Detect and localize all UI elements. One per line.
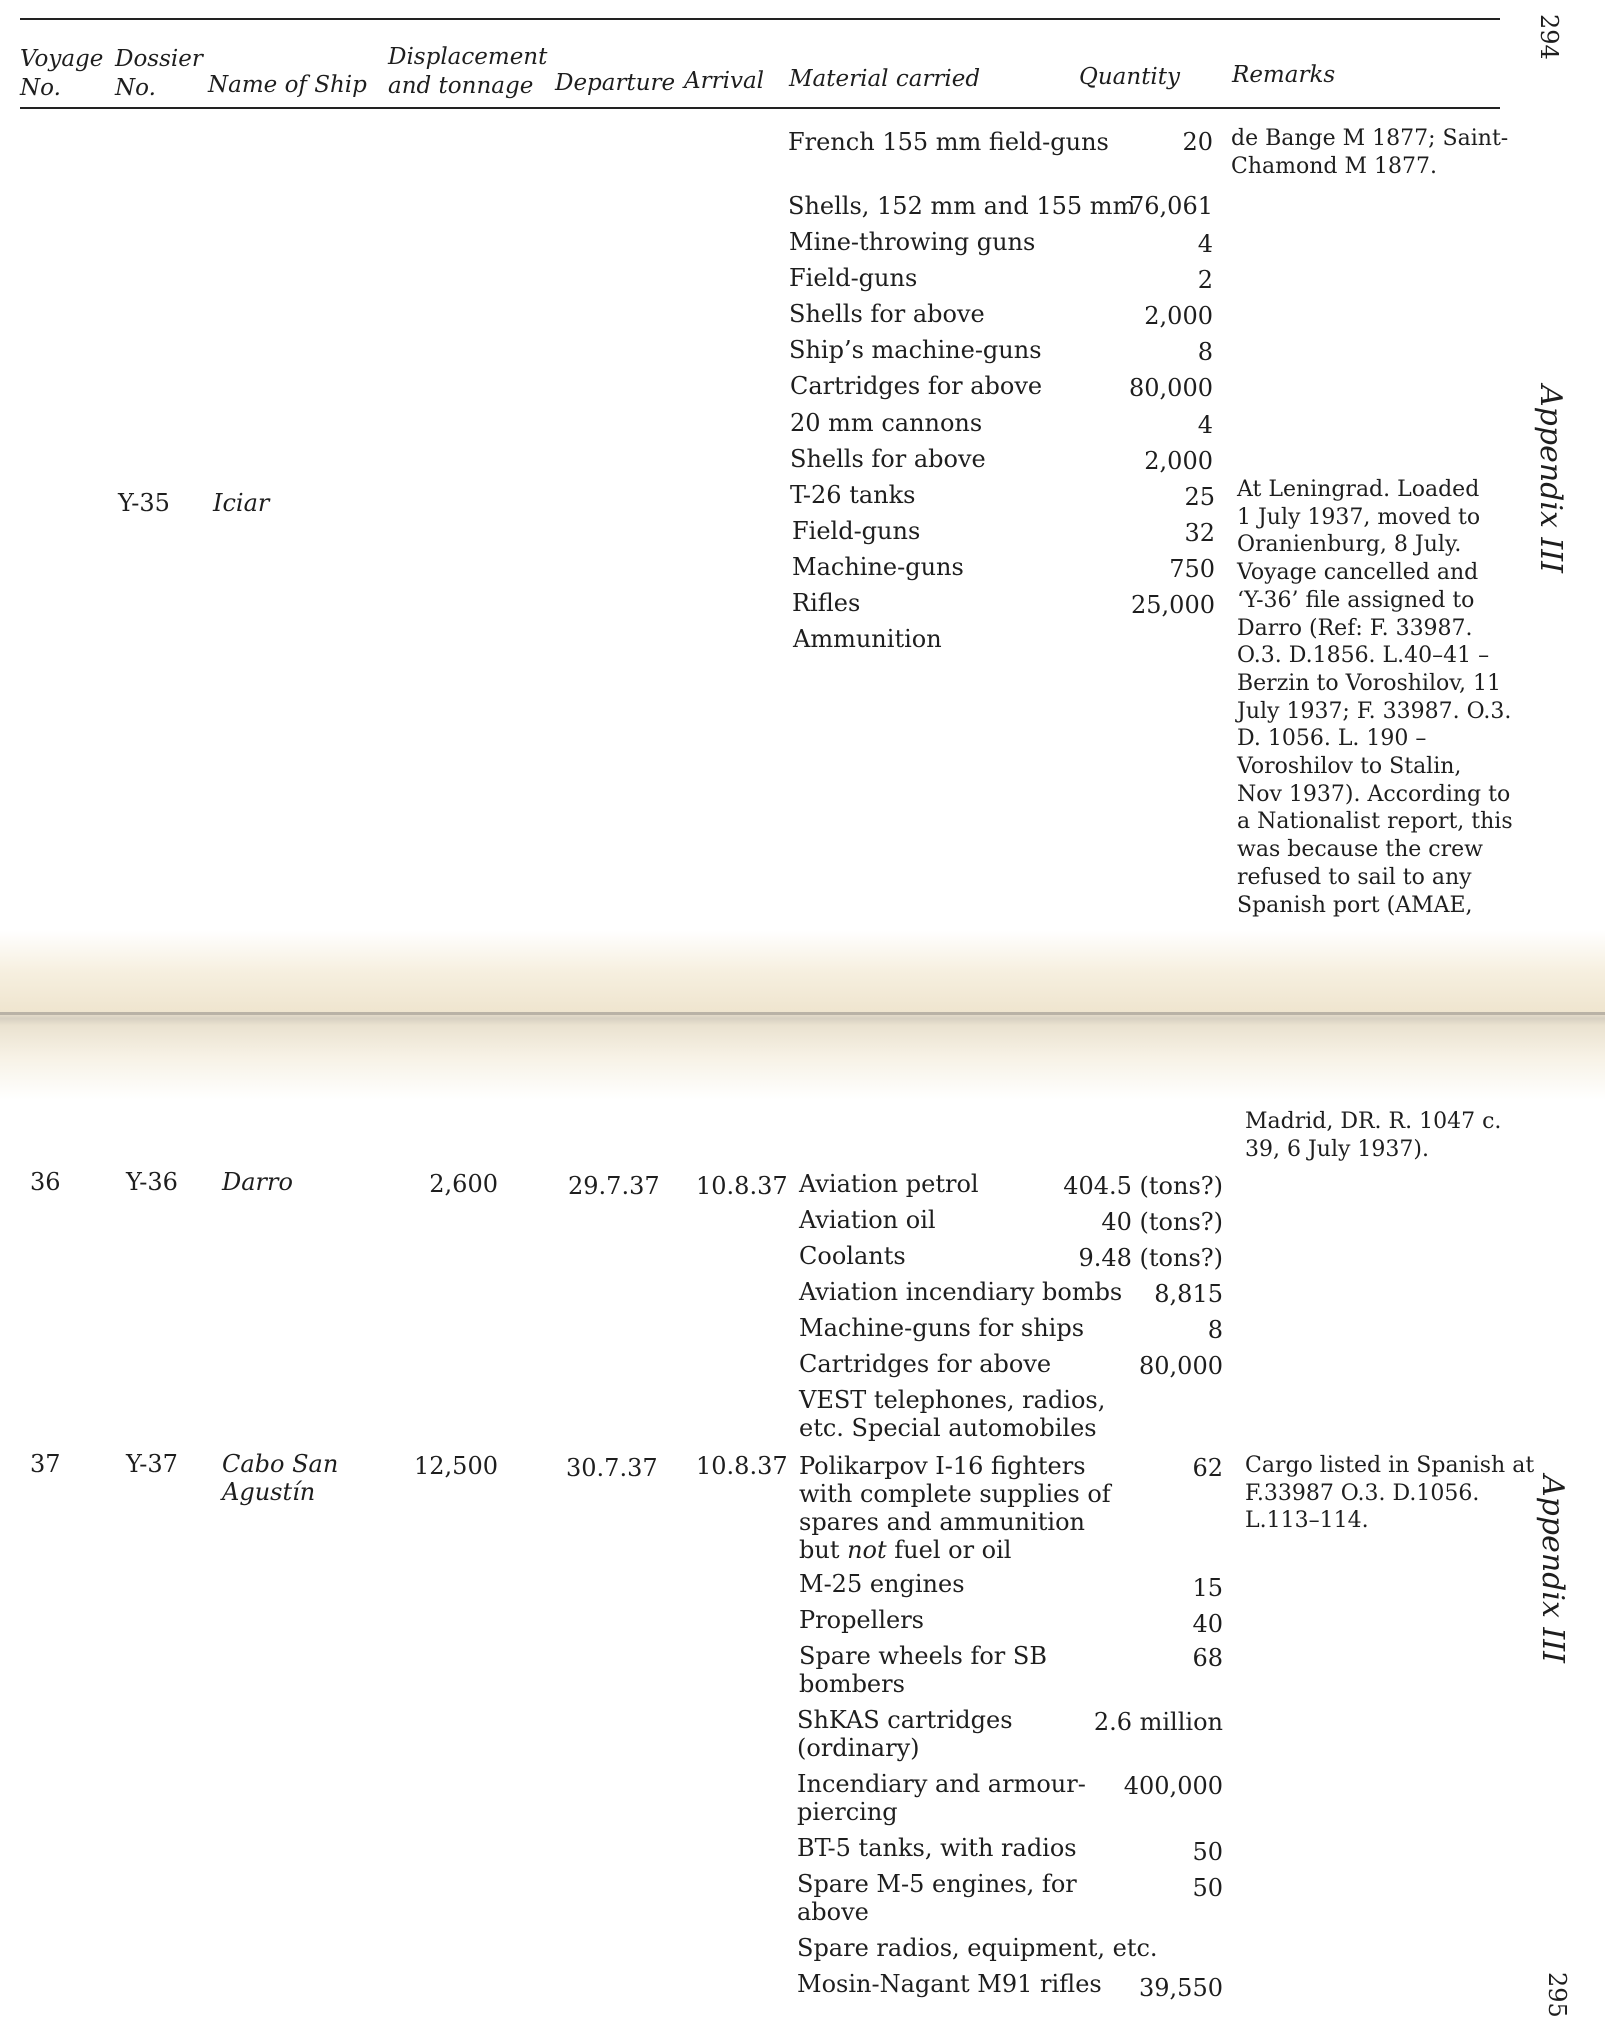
material-cell: VEST telephones, radios, etc. Special automobiles <box>799 1386 1106 1442</box>
material-cell: Cartridges for above <box>799 1350 1052 1378</box>
header-rule <box>20 107 1500 109</box>
quantity-cell: 40 <box>1192 1610 1223 1638</box>
quantity-cell: 50 <box>1192 1838 1223 1866</box>
dossier-cell: Y-37 <box>126 1450 178 1478</box>
material-cell: Mosin-Nagant M91 rifles <box>797 1970 1102 1998</box>
material-cell: Shells for above <box>789 300 985 328</box>
quantity-cell: 4 <box>1197 411 1213 439</box>
material-cell: Aviation petrol <box>799 1170 979 1198</box>
material-cell: Coolants <box>799 1242 906 1270</box>
material-cell: M-25 engines <box>799 1570 965 1598</box>
material-cell: Aviation incendiary bombs <box>799 1278 1123 1306</box>
top-rule <box>20 18 1500 20</box>
header-voyage-no: Voyage No. <box>20 46 104 101</box>
header-arrival: Arrival <box>684 68 765 94</box>
running-head-bottom: Appendix III <box>1535 1475 1570 1663</box>
material-cell: 20 mm cannons <box>790 409 983 437</box>
tonnage-cell: 12,500 <box>414 1452 498 1480</box>
quantity-cell: 20 <box>1182 128 1213 156</box>
material-cell: Machine-guns <box>792 553 964 581</box>
material-cell: ShKAS cartridges (ordinary) <box>797 1706 1013 1762</box>
material-cell: Machine-guns for ships <box>799 1314 1085 1342</box>
material-cell: Rifles <box>792 589 861 617</box>
material-cell: Spare M-5 engines, for above <box>797 1870 1077 1926</box>
quantity-cell: 39,550 <box>1139 1974 1223 2002</box>
material-cell: Shells, 152 mm and 155 mm <box>788 192 1136 220</box>
material-cell: Mine-throwing guns <box>789 228 1036 256</box>
material-cell: Incendiary and armour- piercing <box>797 1770 1086 1826</box>
remarks-cell: de Bange M 1877; Saint- Chamond M 1877. <box>1231 126 1509 179</box>
quantity-cell: 8 <box>1197 338 1213 366</box>
material-cell: Spare radios, equipment, etc. <box>797 1934 1158 1962</box>
header-displacement: Displacement and tonnage <box>388 44 548 99</box>
material-cell: Spare wheels for SB bombers <box>799 1642 1047 1698</box>
quantity-cell: 8 <box>1207 1316 1223 1344</box>
ship-name-cell: Cabo San Agustín <box>222 1450 339 1506</box>
quantity-cell: 15 <box>1192 1574 1223 1602</box>
material-cell: Field-guns <box>789 264 918 292</box>
page-number-top: 294 <box>1535 14 1563 60</box>
material-cell: Shells for above <box>790 445 986 473</box>
quantity-cell: 2,000 <box>1144 302 1213 330</box>
quantity-cell: 50 <box>1192 1874 1223 1902</box>
header-departure: Departure <box>555 70 676 96</box>
material-cell: French 155 mm field-guns <box>788 128 1109 156</box>
departure-cell: 30.7.37 <box>566 1454 658 1482</box>
page-number-bottom: 295 <box>1543 1972 1571 2018</box>
material-cell: Cartridges for above <box>790 372 1043 400</box>
quantity-cell: 400,000 <box>1123 1772 1223 1800</box>
quantity-cell: 40 (tons?) <box>1101 1208 1223 1236</box>
quantity-cell: 62 <box>1192 1454 1223 1482</box>
arrival-cell: 10.8.37 <box>696 1172 788 1200</box>
page-spine-shadow <box>0 930 1605 1100</box>
quantity-cell: 2.6 million <box>1093 1708 1223 1736</box>
quantity-cell: 80,000 <box>1129 374 1213 402</box>
material-cell: BT-5 tanks, with radios <box>797 1834 1077 1862</box>
header-name-of-ship: Name of Ship <box>208 72 367 98</box>
dossier-cell: Y-35 <box>118 489 170 517</box>
remarks-continued: Madrid, DR. R. 1047 c. 39, 6 July 1937). <box>1245 1109 1502 1162</box>
running-head-top: Appendix III <box>1533 385 1568 573</box>
header-dossier-no: Dossier No. <box>115 46 203 101</box>
voyage-cell: 37 <box>30 1450 61 1478</box>
ship-name-cell: Iciar <box>213 489 270 517</box>
quantity-cell: 2,000 <box>1144 447 1213 475</box>
quantity-cell: 4 <box>1197 230 1213 258</box>
dossier-cell: Y-36 <box>126 1168 178 1196</box>
remarks-cell-iciar: At Leningrad. Loaded 1 July 1937, moved to Oranienburg, 8 July. Voyage cancelled and ‘Y-36’ file assigned to Darro (Ref: F. 33987. O.3. D.1856. L.40–41 – Berzin to Voroshilov, 11 July 1937; F. 33987. O.3. D. 1056. L. 190 – Voroshilov to Stalin, Nov 1937). According to a Nationalist report, this was because the crew refused to sail to any Spanish port (AMAE, <box>1237 477 1513 918</box>
material-cell: Ammunition <box>793 625 942 653</box>
material-cell: Aviation oil <box>799 1206 936 1234</box>
material-cell: Propellers <box>799 1606 924 1634</box>
quantity-cell: 8,815 <box>1154 1280 1223 1308</box>
quantity-cell: 80,000 <box>1139 1352 1223 1380</box>
departure-cell: 29.7.37 <box>568 1172 660 1200</box>
tonnage-cell: 2,600 <box>429 1170 498 1198</box>
page-fold-line <box>0 1012 1605 1015</box>
quantity-cell: 32 <box>1184 519 1215 547</box>
quantity-cell: 68 <box>1192 1644 1223 1672</box>
material-cell: Polikarpov I-16 fighters with complete supplies of spares and ammunition but not fuel or oil <box>799 1452 1111 1564</box>
header-quantity: Quantity <box>1079 64 1181 90</box>
remarks-cell-cabo: Cargo listed in Spanish at F.33987 O.3. D.1056. L.113–114. <box>1245 1453 1535 1534</box>
quantity-cell: 750 <box>1169 555 1215 583</box>
header-remarks: Remarks <box>1232 62 1336 88</box>
voyage-cell: 36 <box>30 1168 61 1196</box>
quantity-cell: 25 <box>1184 483 1215 511</box>
ship-name-cell: Darro <box>222 1168 293 1196</box>
quantity-cell: 76,061 <box>1129 192 1213 220</box>
material-cell: T-26 tanks <box>790 481 916 509</box>
quantity-cell: 9.48 (tons?) <box>1078 1244 1223 1272</box>
quantity-cell: 25,000 <box>1131 591 1215 619</box>
quantity-cell: 2 <box>1197 266 1213 294</box>
header-material-carried: Material carried <box>789 66 981 92</box>
material-cell: Field-guns <box>792 517 921 545</box>
quantity-cell: 404.5 (tons?) <box>1063 1172 1223 1200</box>
material-cell: Ship’s machine-guns <box>789 336 1042 364</box>
arrival-cell: 10.8.37 <box>696 1452 788 1480</box>
